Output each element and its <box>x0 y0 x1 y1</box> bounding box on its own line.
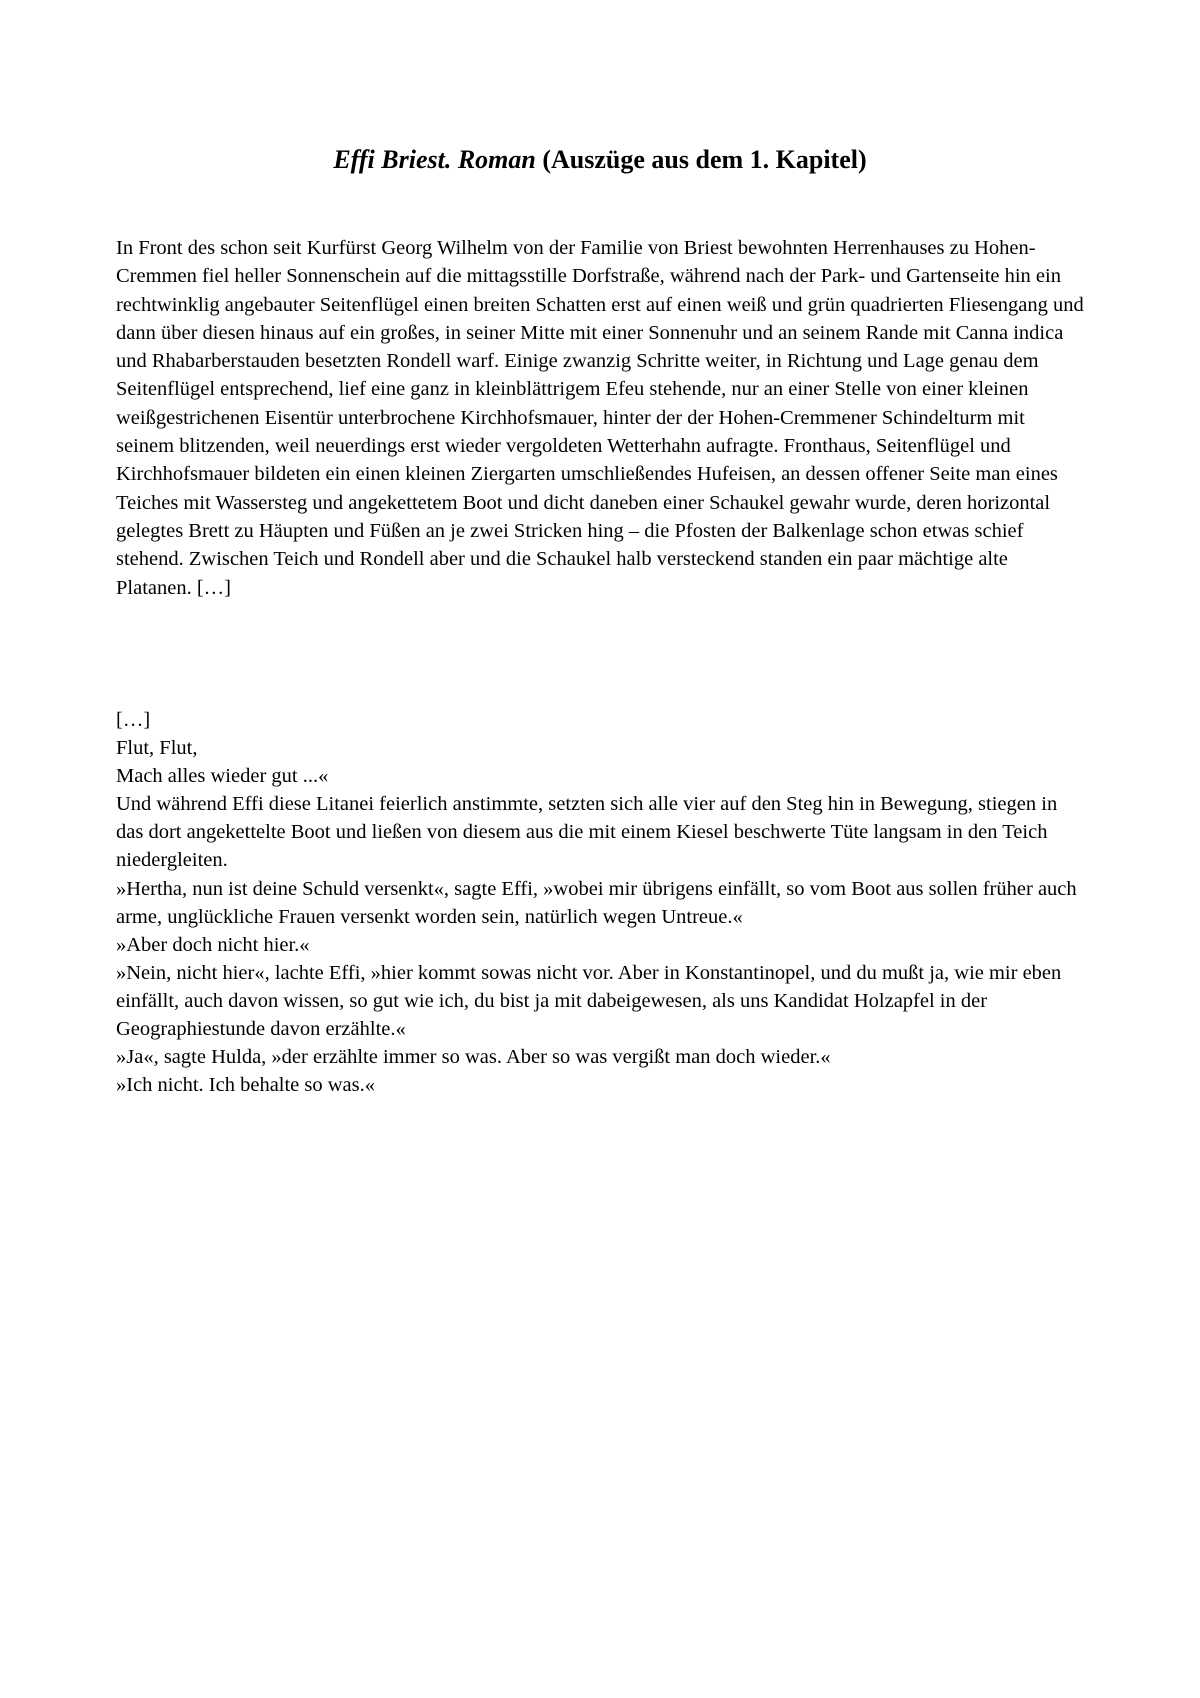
paragraph-dialogue <box>116 706 1086 1099</box>
text-line: »Ich nicht. Ich behalte so was.« <box>116 1074 376 1097</box>
title-work-name: Effi Briest. Roman <box>333 145 536 174</box>
text-line: »Aber doch nicht hier.« <box>116 933 310 956</box>
text-line: Mach alles wieder gut ...« <box>116 765 329 788</box>
text-line: […] <box>116 709 151 731</box>
text-line: Und während Effi diese Litanei feierlich anstimmte, setzten sich alle vier auf den Steg hin in Bewegung, stiegen in das dort angekettelte Boot und ließen von diesem aus die mit einem Kiesel beschwerte Tüte langsam in den Teich niedergleiten. <box>116 793 1058 872</box>
paragraph-opening: In Front des schon seit Kurfürst Georg Wilhelm von der Familie von Briest bewohnten Herrenhauses zu Hohen-Cremmen fiel heller Sonnenschein auf die mittagsstille Dorfstraße, während nach der Park- und Gartenseite hin ein rechtwinklig angebauter Seitenflügel einen breiten Schatten erst auf einen weiß und grün quadrierten Fliesengang und dann über diesen hinaus auf ein großes, in seiner Mitte mit einer Sonnenuhr und an seinem Rande mit Canna indica und Rhabarberstauden besetzten Rondell warf. Einige zwanzig Schritte weiter, in Richtung und Lage genau dem Seitenflügel entsprechend, lief eine ganz in kleinblättrigem Efeu stehende, nur an einer Stelle von einer kleinen weißgestrichenen Eisentür unterbrochene Kirchhofsmauer, hinter der der Hohen-Cremmener Schindelturm mit seinem blitzenden, weil neuerdings erst wieder vergoldeten Wetterhahn aufragte. Fronthaus, Seitenflügel und Kirchhofsmauer bildeten ein einen kleinen Ziergarten umschließendes Hufeisen, an dessen offener Seite man eines Teiches mit Wassersteg und angekettetem Boot und dicht daneben einer Schaukel gewahr wurde, deren horizontal gelegtes Brett zu Häupten und Füßen an je zwei Stricken hing – die Pfosten der Balkenlage schon etwas schief stehend. Zwischen Teich und Rondell aber und die Schaukel halb versteckend standen ein paar mächtige alte Platanen. […] <box>116 237 1084 599</box>
title-subtitle: (Auszüge aus dem 1. Kapitel) <box>535 145 867 174</box>
text-line: »Nein, nicht hier«, lachte Effi, »hier kommt sowas nicht vor. Aber in Konstantinopel, und du mußt ja, wie mir eben einfällt, auch davon wissen, so gut wie ich, du bist ja mit dabeigewesen, als uns Kandidat Holzapfel in der Geographiestunde davon erzählte.« <box>116 961 1062 1041</box>
document-title <box>0 142 1200 178</box>
text-line: »Ja«, sagte Hulda, »der erzählte immer so was. Aber so was vergißt man doch wieder.« <box>116 1046 831 1069</box>
text-line: »Hertha, nun ist deine Schuld versenkt«, sagte Effi, »wobei mir übrigens einfällt, so vom Boot aus sollen früher auch arme, unglückliche Frauen versenkt worden sein, natürlich wegen Untreue.« <box>116 877 1077 928</box>
text-line: Flut, Flut, <box>116 737 198 760</box>
